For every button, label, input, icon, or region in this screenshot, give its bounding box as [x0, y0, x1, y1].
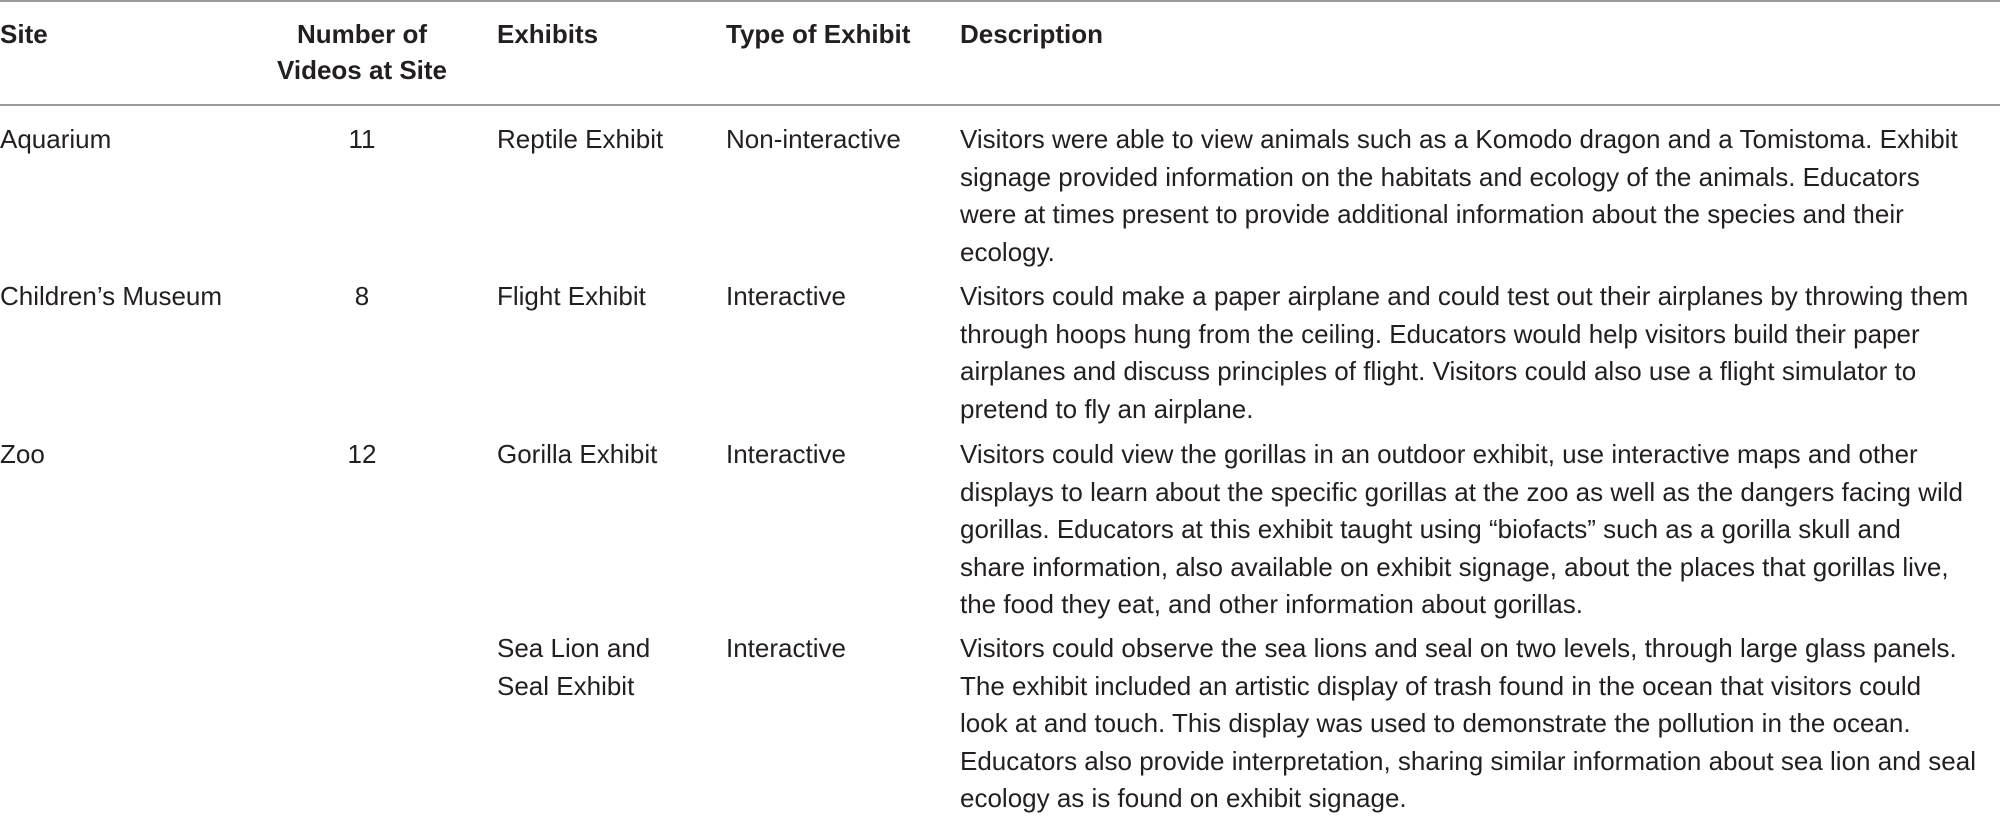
header-site: Site	[0, 19, 48, 49]
cell-type: Interactive	[726, 439, 846, 469]
cell-exhibit: Gorilla Exhibit	[497, 439, 658, 469]
header-type: Type of Exhibit	[726, 19, 911, 49]
cell-exhibit: Sea Lion and Seal Exhibit	[497, 633, 651, 701]
cell-videos: 8	[354, 281, 370, 311]
header-description: Description	[960, 19, 1104, 49]
cell-site: Aquarium	[0, 124, 112, 154]
table-header-rule	[0, 104, 2000, 106]
cell-description: Visitors could view the gorillas in an outdoor exhibit, use interactive maps and other displays to learn about the specific gorillas at the zoo as well as the dangers facing wild gorillas. Educators at this exhibit taught using “biofacts” such as a gorilla skull and share information, also available on exhibit signage, about the places that gorillas live, the food they eat, and other information about gorillas.	[960, 439, 1964, 619]
cell-description: Visitors could observe the sea lions and seal on two levels, through large glass panels. The exhibit included an artistic display of trash found in the ocean that visitors could look at and touch. This display was used to demonstrate the pollution in the ocean. Educators also provide interpretation, sharing similar information about sea lion and seal ecology as is found on exhibit signage.	[960, 633, 1977, 813]
table-top-rule	[0, 0, 2000, 2]
cell-site: Children’s Museum	[0, 281, 223, 311]
cell-exhibit: Flight Exhibit	[497, 281, 646, 311]
table-header-row	[0, 16, 2000, 96]
cell-type: Non-interactive	[726, 124, 901, 154]
header-exhibits: Exhibits	[497, 19, 599, 49]
header-videos: Number of Videos at Site	[276, 19, 448, 85]
cell-type: Interactive	[726, 281, 846, 311]
cell-description: Visitors were able to view animals such as a Komodo dragon and a Tomistoma. Exhibit signage provided information on the habitats and ecology of the animals. Educators were at times present to provide additional information about the species and their ecology.	[960, 124, 1958, 267]
cell-description: Visitors could make a paper airplane and could test out their airplanes by throwing them through hoops hung from the ceiling. Educators would help visitors build their paper airplanes and discuss principles of flight. Visitors could also use a flight simulator to pretend to fly an airplane.	[960, 281, 1969, 424]
cell-site: Zoo	[0, 439, 45, 469]
cell-exhibit: Reptile Exhibit	[497, 124, 664, 154]
cell-videos: 11	[348, 124, 376, 154]
cell-type: Interactive	[726, 633, 846, 663]
cell-videos: 12	[347, 439, 377, 469]
